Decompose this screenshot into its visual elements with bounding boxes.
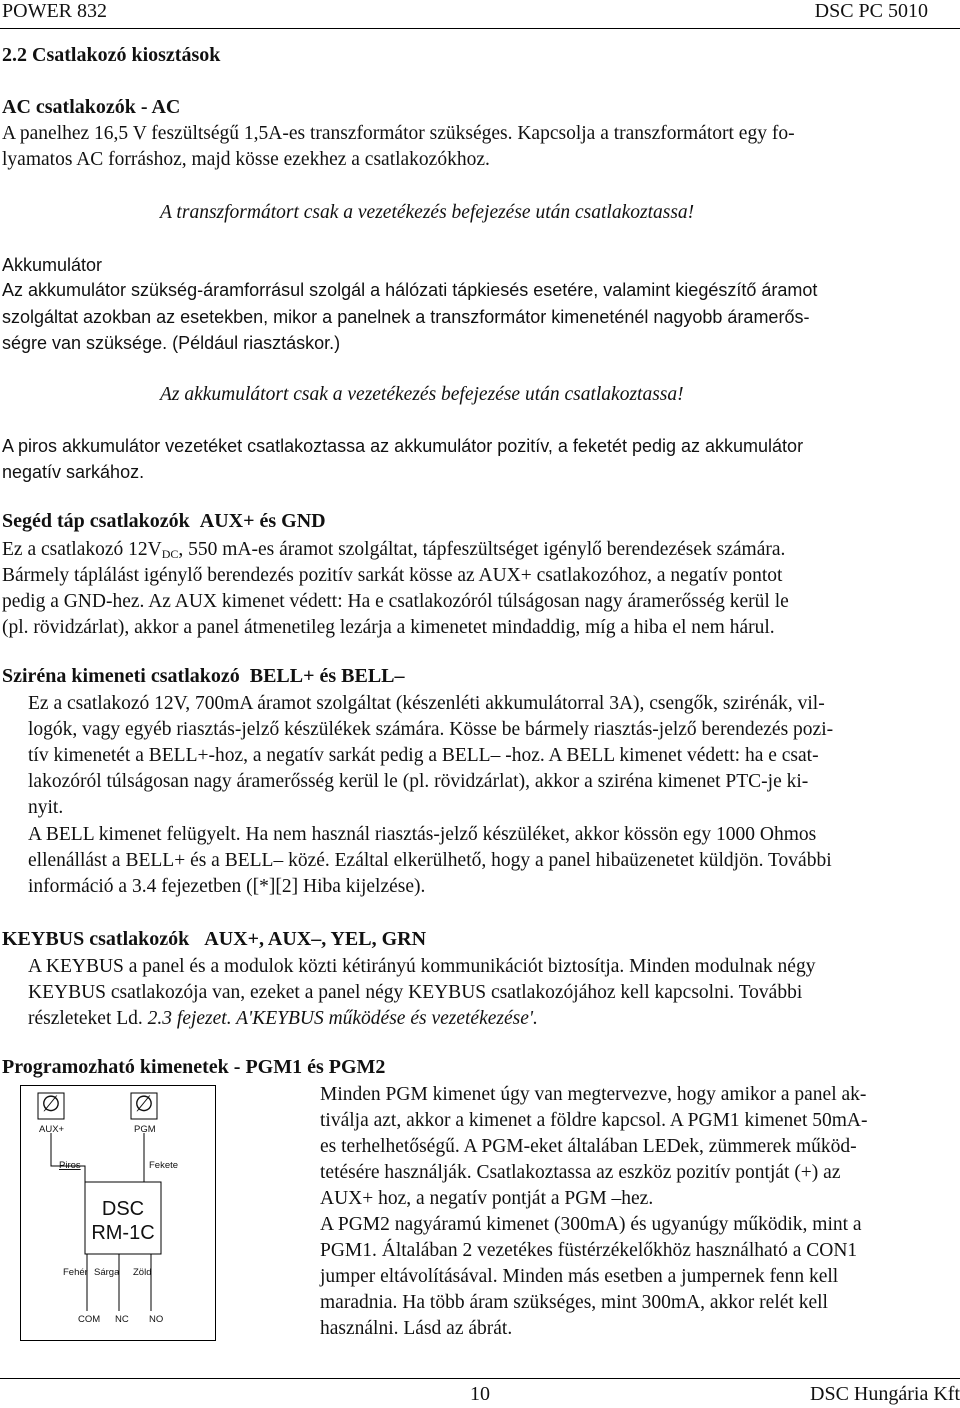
keybus-title-a: KEYBUS csatlakozók [2, 928, 190, 950]
bell-title [2, 665, 405, 688]
aux-line-4: (pl. rövidzárlat), akkor a panel átmenetileg lezárja a kimenetet mindaddig, míg a hiba el nem hárul. [2, 617, 775, 638]
footer-right: DSC Hungária Kft [810, 1383, 960, 1405]
pgm-line-6: A PGM2 nagyáramú kimenet (300mA) és ugyanúgy működik, mint a [320, 1214, 862, 1235]
bell-title-b: BELL+ és BELL– [249, 665, 405, 687]
bell-line-6: A BELL kimenet felügyelt. Ha nem használ riasztás-jelző készüléket, akkor kössön egy 1000 Ohmos [28, 824, 817, 845]
keybus-ref: 2.3 fejezet. A'KEYBUS működése és vezetékezése'. [147, 1008, 538, 1029]
pgm-terminal-icon: ∅ [134, 1092, 154, 1117]
aux-plus-label: AUX+ [39, 1124, 65, 1135]
section-title: 2.2 Csatlakozó kiosztások [2, 44, 221, 66]
aux-line-1-sub: DC [161, 547, 179, 561]
pgm-label: PGM [134, 1124, 156, 1135]
aux-title-a: Segéd táp csatlakozók [2, 510, 190, 532]
pgm-line-9: maradnia. Ha több áram szükséges, mint 300mA, akkor relét kell [320, 1292, 828, 1313]
relay-name-line2: RM-1C [91, 1222, 155, 1244]
bell-line-5: nyit. [28, 797, 64, 818]
keybus-line-3a: részleteket Ld. [28, 1008, 148, 1029]
ac-line-1: A panelhez 16,5 V feszültségű 1,5A-es transzformátor szükséges. Kapcsolja a transzformátort egy fo- [2, 123, 795, 144]
battery-line-1: Az akkumulátor szükség-áramforrásul szolgál a hálózati tápkiesés esetére, valamint kiegészítő áramot [2, 280, 818, 300]
keybus-line-2: KEYBUS csatlakozója van, ezeket a panel négy KEYBUS csatlakozójához kell kapcsolni. További [28, 982, 803, 1003]
aux-terminal-icon: ∅ [41, 1092, 61, 1117]
aux-line-2: Bármely táplálást igénylő berendezés pozitív sarkát kösse az AUX+ csatlakozóhoz, a negatív pontot [2, 565, 783, 586]
yellow-wire-label: Sárga [94, 1267, 120, 1278]
aux-title-b: AUX+ és GND [199, 510, 326, 532]
bell-line-3: tív kimenetét a BELL+-hoz, a negatív sarkát pedig a BELL– -hoz. A BELL kimenet védett: ha e csat- [28, 745, 819, 766]
pgm-title: Programozható kimenetek - PGM1 és PGM2 [2, 1056, 386, 1078]
com-label: COM [78, 1314, 101, 1325]
ac-line-2: lyamatos AC forráshoz, majd kösse ezekhez a csatlakozókhoz. [2, 149, 490, 170]
bell-line-1: Ez a csatlakozó 12V, 700mA áramot szolgáltat (készenléti akkumulátorral 3A), csengők, szirénák, vil- [28, 693, 825, 714]
aux-title [2, 510, 326, 533]
pgm-line-8: jumper eltávolításával. Minden más esetben a jumpernek fenn kell [320, 1266, 839, 1287]
red-wire-label: Piros [59, 1160, 81, 1171]
page-number: 10 [470, 1383, 490, 1405]
pgm-line-1: Minden PGM kimenet úgy van megtervezve, hogy amikor a panel ak- [320, 1084, 867, 1105]
bell-line-8: információ a 3.4 fejezetben ([*][2] Hiba kijelzése). [28, 876, 426, 897]
keybus-line-1: A KEYBUS a panel és a modulok közti kétirányú kommunikációt biztosítja. Minden modulnak négy [28, 956, 816, 977]
header-left: POWER 832 [2, 0, 107, 22]
keybus-line-3 [28, 1006, 538, 1032]
battery-line-3: ségre van szüksége. (Például riasztáskor.) [2, 333, 341, 353]
aux-line-1a: Ez a csatlakozó 12V [2, 539, 162, 560]
footer-rule [0, 1378, 960, 1379]
green-wire-label: Zöld [133, 1267, 152, 1278]
pgm-line-4: tetésére használják. Csatlakoztassa az eszköz pozitív pontját (+) az [320, 1162, 841, 1183]
header-rule [0, 28, 960, 29]
relay-wiring-diagram [20, 1085, 216, 1341]
black-wire-label: Fekete [149, 1160, 179, 1171]
keybus-title-b: AUX+, AUX–, YEL, GRN [204, 928, 427, 950]
ac-warning: A transzformátort csak a vezetékezés befejezése után csatlakoztassa! [160, 202, 695, 223]
bell-line-7: ellenállást a BELL+ és a BELL– közé. Ezáltal elkerülhető, hogy a panel hibaüzenetet küldjön. További [28, 850, 832, 871]
battery-line-4: A piros akkumulátor vezetéket csatlakoztassa az akkumulátor pozitív, a feketét pedig az akkumulátor [2, 436, 804, 456]
ac-title: AC csatlakozók - AC [2, 96, 181, 118]
nc-label: NC [115, 1314, 129, 1325]
battery-line-5: negatív sarkához. [2, 462, 145, 482]
battery-warning: Az akkumulátort csak a vezetékezés befejezése után csatlakoztassa! [160, 384, 684, 405]
relay-name-line1: DSC [101, 1198, 145, 1220]
battery-title: Akkumulátor [2, 255, 103, 275]
white-wire-label: Fehér [63, 1267, 88, 1278]
aux-line-1b: , 550 mA-es áramot szolgáltat, tápfeszültséget igénylő berendezések számára. [178, 539, 786, 560]
keybus-title [2, 928, 426, 951]
bell-line-2: logók, vagy egyéb riasztás-jelző készülékek számára. Kösse be bármely riasztás-jelző berendezés pozi- [28, 719, 834, 740]
battery-line-2: szolgáltat azokban az esetekben, mikor a panelnek a transzformátor kimeneténél nagyobb áramerős- [2, 307, 810, 327]
header-right: DSC PC 5010 [814, 0, 928, 22]
pgm-line-5: AUX+ hoz, a negatív pontját a PGM –hez. [320, 1188, 654, 1209]
aux-line-3: pedig a GND-hez. Az AUX kimenet védett: Ha e csatlakozóról túlságosan nagy áramerősség kerül le [2, 591, 789, 612]
no-label: NO [149, 1314, 164, 1325]
pgm-line-10: használni. Lásd az ábrát. [320, 1318, 513, 1339]
bell-title-a: Sziréna kimeneti csatlakozó [2, 665, 240, 687]
pgm-line-2: tiválja azt, akkor a kimenet a földre kapcsol. A PGM1 kimenet 50mA- [320, 1110, 868, 1131]
pgm-line-7: PGM1. Általában 2 vezetékes füstérzékelőkhöz használható a CON1 [320, 1240, 858, 1261]
pgm-line-3: es terhelhetőségű. A PGM-eket általában LEDek, zümmerek működ- [320, 1136, 857, 1157]
bell-line-4: lakozóról túlságosan nagy áramerősség kerül le (pl. rövidzárlat), akkor a sziréna kimenet PTC-je ki- [28, 771, 809, 792]
